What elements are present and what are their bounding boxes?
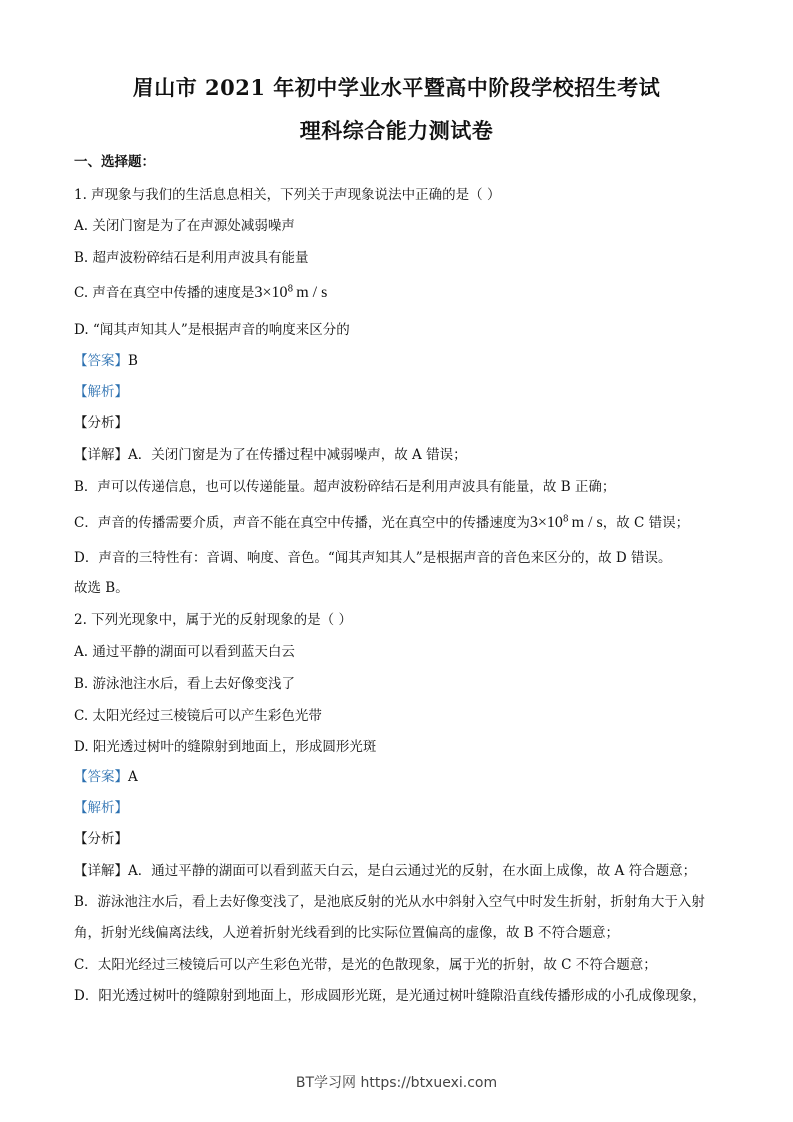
q1-detail-c-text: C．声音的传播需要介质，声音不能在真空中传播，光在真空中的传播速度为 — [74, 515, 530, 531]
q1-option-c-text: C. 声音在真空中传播的速度是 — [74, 285, 255, 301]
q1-option-a: A. 关闭门窗是为了在声源处减弱噪声 — [74, 218, 295, 234]
q1-option-d: D. “闻其声知其人”是根据声音的响度来区分的 — [74, 322, 350, 338]
q1-stem: 1. 声现象与我们的生活息息相关，下列关于声现象说法中正确的是（ ） — [74, 187, 501, 203]
q2-option-a: A. 通过平静的湖面可以看到蓝天白云 — [74, 644, 295, 660]
q1-detail-c-unit: m / s — [571, 514, 603, 531]
q2-answer — [74, 765, 138, 785]
exam-title: 眉山市 2021 年初中学业水平暨高中阶段学校招生考试 — [132, 75, 661, 100]
q2-option-b: B. 游泳池注水后，看上去好像变浅了 — [74, 676, 296, 692]
q1-detail-b: B．声可以传递信息，也可以传递能量。超声波粉碎结石是利用声波具有能量，故 B 正确； — [74, 479, 616, 495]
q2-option-c: C. 太阳光经过三棱镜后可以产生彩色光带 — [74, 708, 322, 724]
q1-detail-c-base: 3×10 — [529, 514, 563, 531]
q2-detail-a — [74, 859, 696, 879]
q1-answer-value: B — [128, 353, 138, 369]
page-footer-watermark: BT学习网 https://btxuexi.com — [295, 1075, 498, 1091]
q1-answer-tag: 【答案】 — [74, 353, 128, 369]
q1-detail-a — [74, 443, 467, 463]
q1-fenxi: 【分析】 — [74, 415, 128, 431]
q1-detail-c-exp: 8 — [562, 514, 569, 525]
q2-option-d: D. 阳光透过树叶的缝隙射到地面上，形成圆形光斑 — [74, 739, 377, 755]
q2-detail-c: C．太阳光经过三棱镜后可以产生彩色光带，是光的色散现象，属于光的折射，故 C 不符合题意； — [74, 957, 657, 973]
exam-subtitle: 理科综合能力测试卷 — [299, 118, 494, 143]
section-heading: 一、选择题： — [74, 154, 155, 170]
q1-option-c — [74, 281, 327, 302]
q2-detail-text-a: A．通过平静的湖面可以看到蓝天白云，是白云通过光的反射，在水面上成像，故 A 符合题意； — [128, 863, 697, 879]
q1-analysis-tag: 【解析】 — [74, 384, 128, 400]
q1-detail-text-a: A．关闭门窗是为了在传播过程中减弱噪声，故 A 错误； — [128, 447, 467, 463]
q2-detail-b1: B．游泳池注水后，看上去好像变浅了，是池底反射的光从水中斜射入空气中时发生折射，折射角大于入射 — [74, 894, 705, 910]
q2-answer-value: A — [128, 769, 138, 785]
q1-detail-c — [74, 511, 689, 532]
q1-detail-c-tail: ，故 C 错误； — [602, 515, 690, 531]
q2-detail-b2: 角，折射光线偏离法线，人逆着折射光线看到的比实际位置偏高的虚像，故 B 不符合题意； — [74, 925, 620, 941]
q2-detail-tag: 【详解】 — [74, 863, 128, 879]
q1-answer — [74, 349, 138, 369]
q1-option-c-unit: m / s — [296, 284, 328, 301]
q2-fenxi: 【分析】 — [74, 831, 128, 847]
q2-detail-d: D．阳光透过树叶的缝隙射到地面上，形成圆形光斑，是光通过树叶缝隙沿直线传播形成的小孔成像现象， — [74, 988, 706, 1004]
q1-detail-tag: 【详解】 — [74, 447, 128, 463]
q1-option-c-exp: 8 — [287, 284, 294, 295]
q2-analysis-tag: 【解析】 — [74, 800, 128, 816]
q1-detail-d: D．声音的三特性有：音调、响度、音色。“闻其声知其人”是根据声音的音色来区分的，故 D 错误。 — [74, 550, 672, 566]
q2-answer-tag: 【答案】 — [74, 769, 128, 785]
q1-option-c-base: 3×10 — [254, 284, 288, 301]
q1-choose: 故选 B。 — [74, 580, 129, 596]
q2-stem: 2. 下列光现象中，属于光的反射现象的是（ ） — [74, 612, 352, 628]
q1-option-b: B. 超声波粉碎结石是利用声波具有能量 — [74, 250, 309, 266]
